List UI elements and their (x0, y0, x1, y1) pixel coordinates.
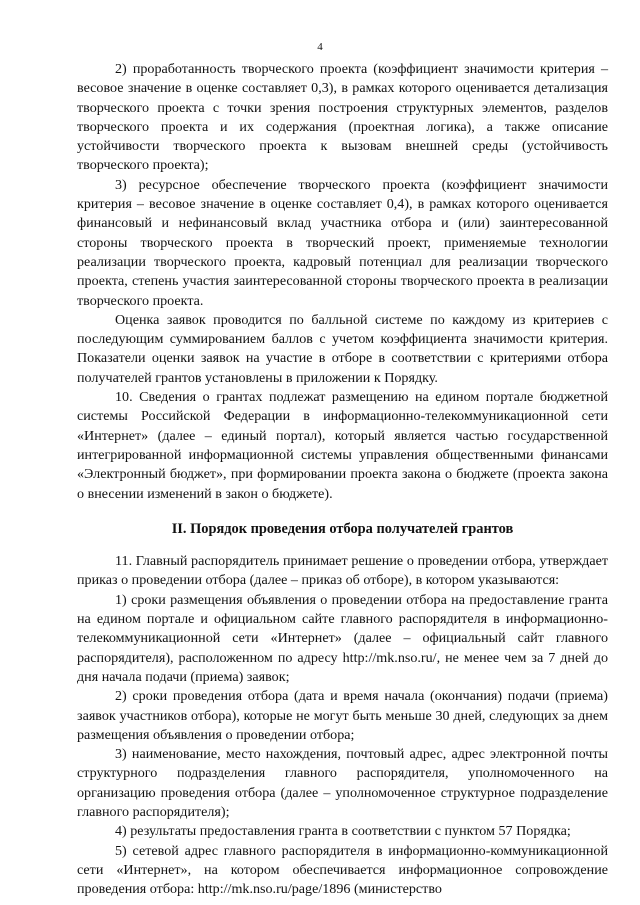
section-heading: II. Порядок проведения отбора получателей грантов (171, 520, 514, 537)
paragraph-subitem-3: 3) наименование, место нахождения, почтовый адрес, адрес электронной почты структурного подразделения главного распорядителя, уполномоченного на организацию проведения отбора (далее – уполномоченное структурное подразделение главного распорядителя); (77, 746, 608, 820)
document-body (77, 60, 608, 899)
paragraph-subitem-1: 1) сроки размещения объявления о проведении отбора на предоставление гранта на едином портале и официальном сайте главного распорядителя в информационно-телекоммуникационной сети «Интернет» (далее – официальный сайт главного распорядителя), расположенном по адресу http://mk.nso.ru/, не менее чем за 7 дней до дня начала подачи (приема) заявок; (77, 591, 608, 685)
paragraph-scoring-method: Оценка заявок проводится по балльной системе по каждому из критериев с последующим суммированием баллов с учетом коэффициента значимости критерия. Показатели оценки заявок на участие в отборе в соответствии с критериями отбора получателей грантов установлены в приложении к Порядку. (77, 311, 608, 386)
paragraph-item-10: 10. Сведения о грантах подлежат размещению на едином портале бюджетной системы Российской Федерации в информационно-телекоммуникационной сети «Интернет» (далее – единый портал), который является частью государственной интегрированной информационной системы управления общественными финансами «Электронный бюджет», при формировании проекта закона о бюджете (проекта закона о внесении изменений в закон о бюджете). (77, 389, 608, 502)
paragraph-subitem-5: 5) сетевой адрес главного распорядителя в информационно-коммуникационной сети «Интернет», на котором обеспечивается информационное сопровождение проведения отбора: http://mk.nso.ru/page/1896 (министерство (77, 842, 608, 898)
paragraph-item-11: 11. Главный распорядитель принимает решение о проведении отбора, утверждает приказ о проведении отбора (далее – приказ об отборе), в котором указываются: (77, 553, 608, 589)
paragraph-criterion-3: 3) ресурсное обеспечение творческого проекта (коэффициент значимости критерия – весовое значение в оценке составляет 0,4), в рамках которого оценивается финансовый и нефинансовый вклад участника отбора и (или) заинтересованной стороны творческого проекта в творческий проект, применяемые технологии реализации творческого проекта, кадровый потенциал для реализации творческого проекта, степень участия заинтересованной стороны творческого проекта в реализации творческого проекта. (77, 176, 608, 309)
paragraph-criterion-2: 2) проработанность творческого проекта (коэффициент значимости критерия – весовое значение в оценке составляет 0,3), в рамках которого оценивается детализация творческого проекта с точки зрения построения структурных элементов, разделов творческого проекта и их содержания (проектная логика), а также описание устойчивости творческого проекта к вызовам внешней среды (устойчивость творческого проекта); (77, 61, 608, 174)
page-number: 4 (317, 41, 323, 53)
paragraph-subitem-2: 2) сроки проведения отбора (дата и время начала (окончания) подачи (приема) заявок участников отбора), которые не могут быть меньше 30 дней, следующих за днем размещения объявления о проведении отбора; (77, 688, 608, 743)
paragraph-subitem-4: 4) результаты предоставления гранта в соответствии с пунктом 57 Порядка; (115, 823, 571, 840)
